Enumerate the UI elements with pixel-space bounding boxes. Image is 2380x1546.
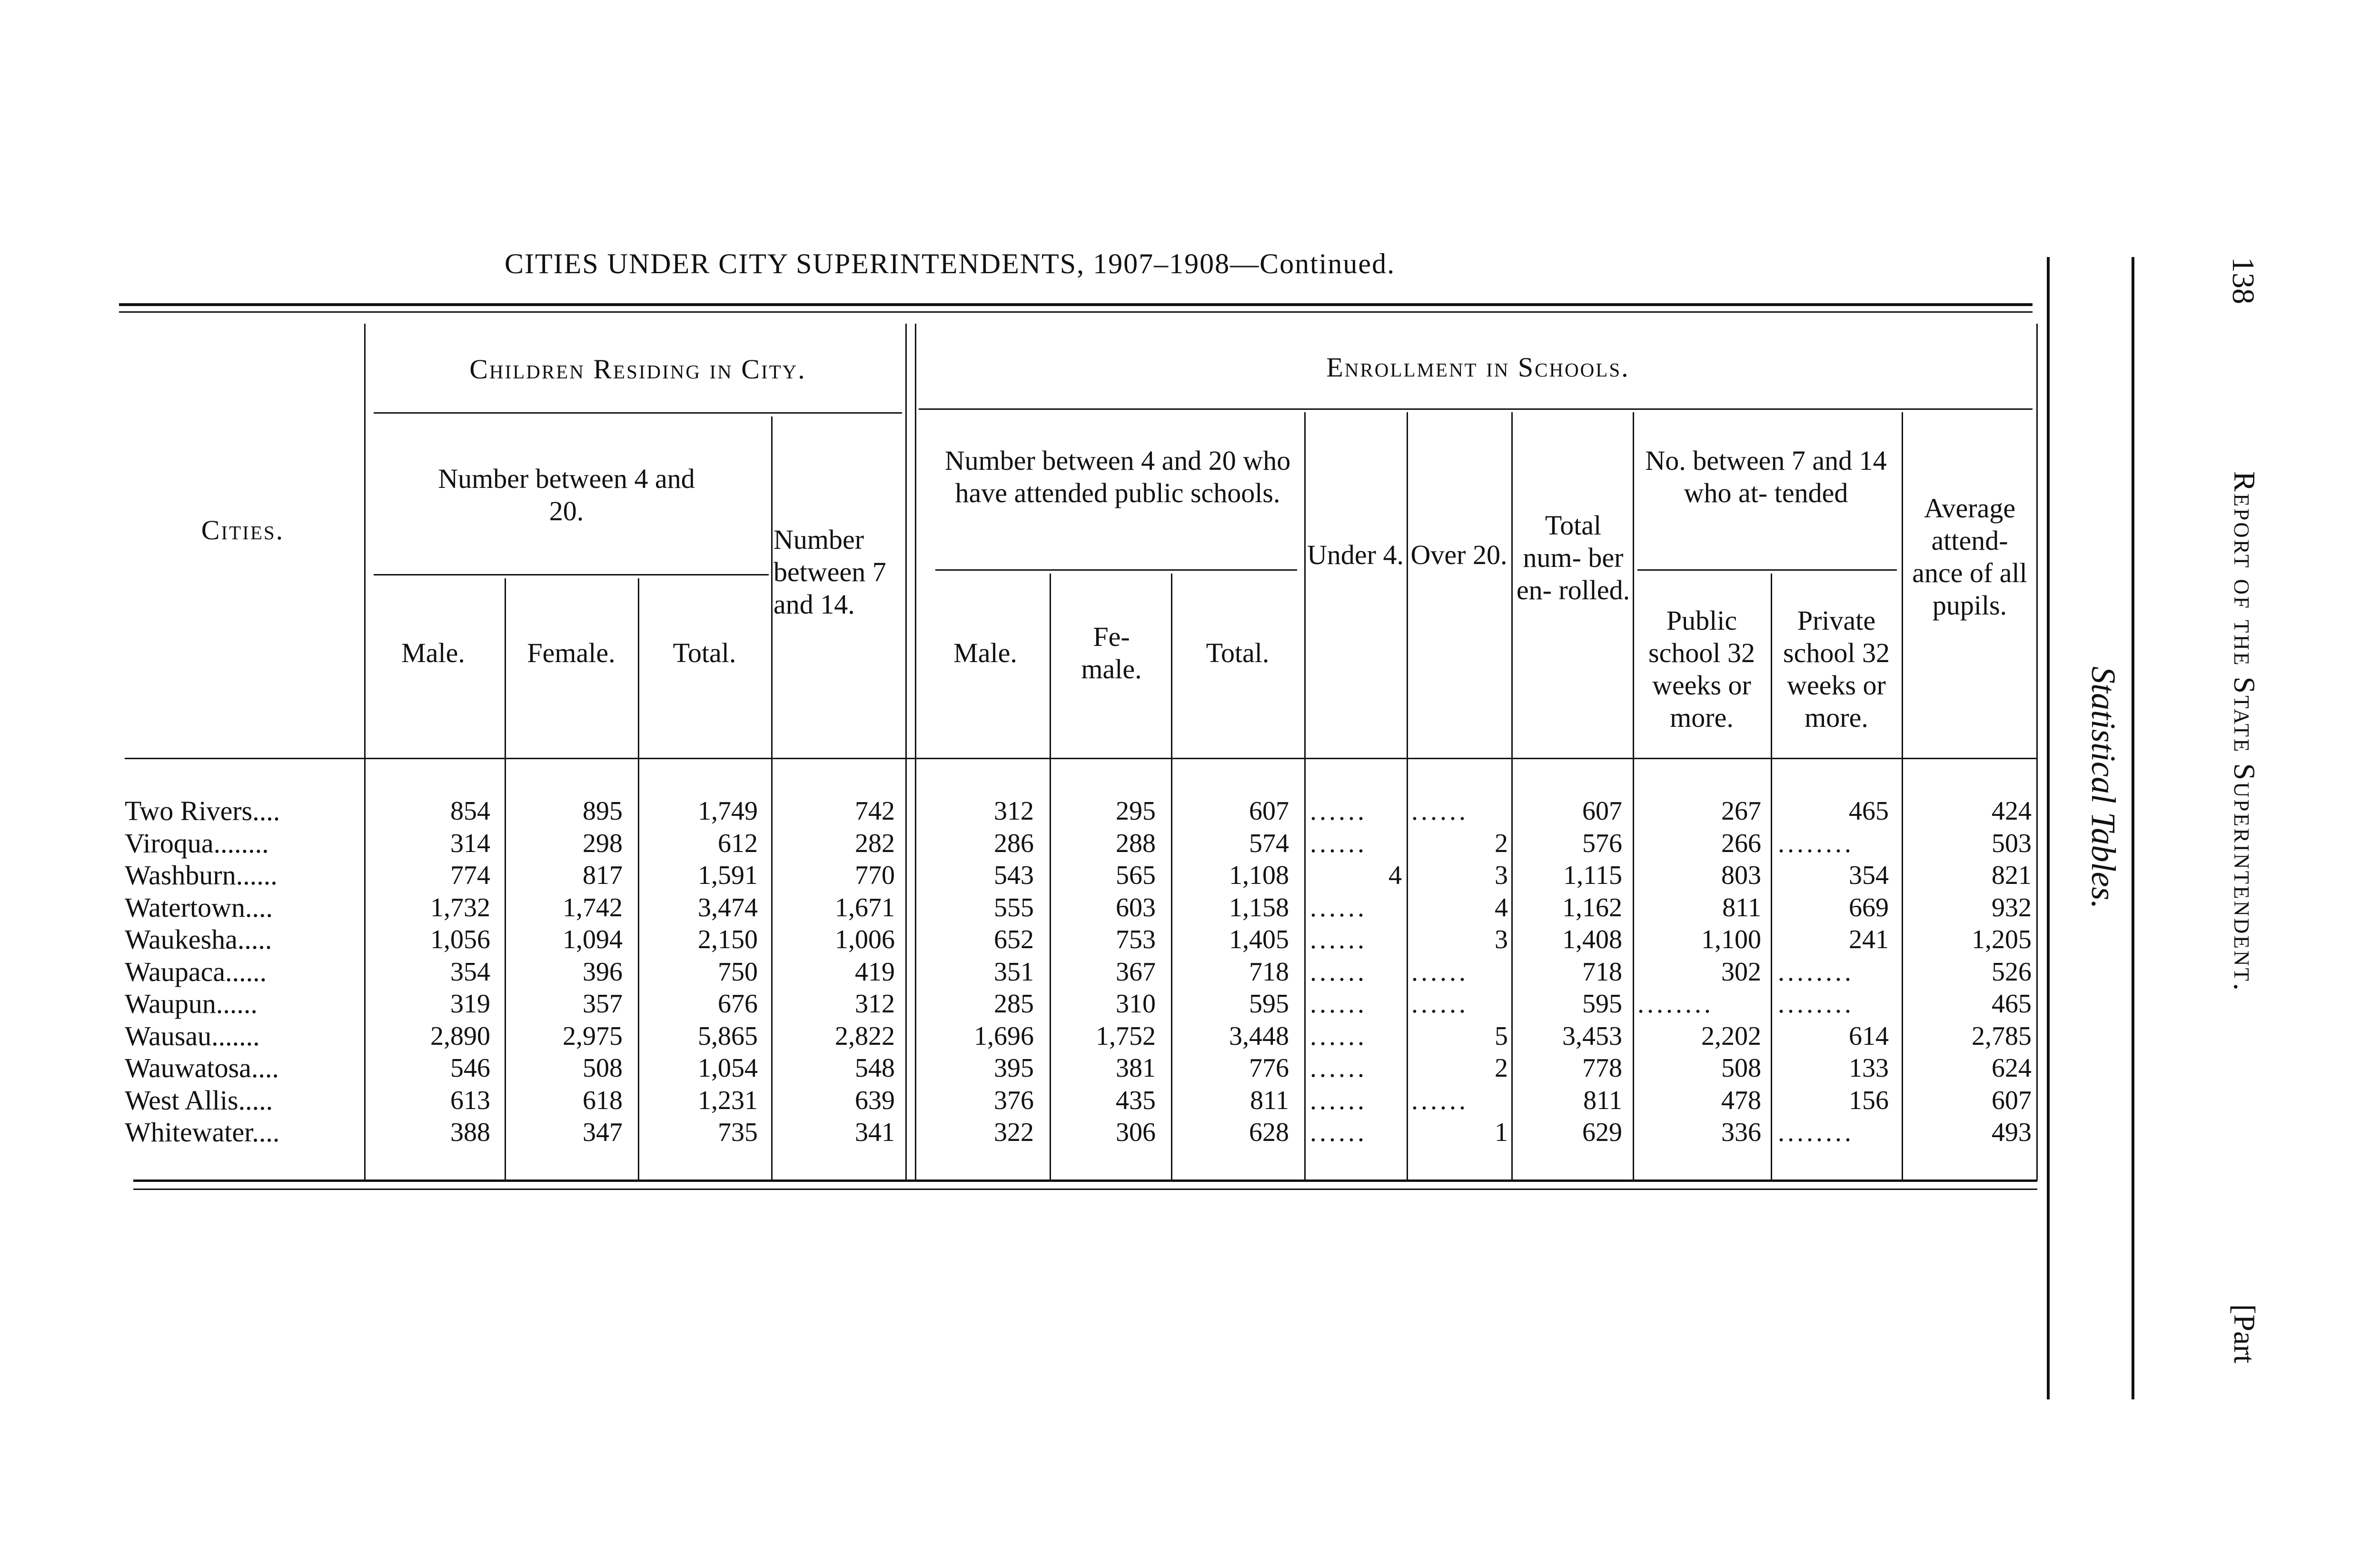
table-cell-enr-total: 3,448 [1229,1021,1289,1051]
side-rule-2 [2132,257,2134,1399]
header-over20: Over 20. [1410,539,1507,570]
page-number: 138 [2226,257,2261,304]
city-name: Waupaca...... [125,956,267,987]
table-cell-under4: ...... [1310,957,1367,987]
table-cell-over20: 1 [1495,1118,1508,1147]
table-cell-female: 618 [583,1085,623,1115]
table-cell-enr-total: 1,405 [1229,925,1289,954]
table-cell-total: 1,054 [698,1053,758,1083]
table-cell-enr-total: 607 [1249,796,1289,826]
table-cell-private: 241 [1849,925,1889,954]
table-cell-private: 156 [1849,1085,1889,1115]
children-group-rule [374,412,902,414]
table-cell-total-enrolled: 629 [1582,1118,1622,1147]
table-cell-avg: 932 [1992,892,2032,922]
table-cell-total-enrolled: 1,162 [1562,892,1622,922]
table-cell-n7-14: 2,822 [835,1021,895,1051]
table-cell-private: 465 [1849,796,1889,826]
table-cell-male: 546 [450,1053,490,1083]
table-cell-enr-total: 776 [1249,1053,1289,1083]
table-cell-private: 133 [1849,1053,1889,1083]
table-cell-private: 354 [1849,861,1889,890]
table-cell-public: ........ [1637,989,1714,1019]
header-enr-total: Total. [1206,637,1269,668]
table-cell-under4: ...... [1310,1085,1367,1115]
table-cell-over20: ...... [1411,796,1468,826]
table-cell-female: 895 [583,796,623,826]
table-cell-under4: ...... [1310,1053,1367,1083]
table-cell-enr-total: 718 [1249,957,1289,987]
table-cell-total: 1,231 [698,1085,758,1115]
num-4-20-rule [374,574,769,575]
header-total: Total. [673,637,736,668]
bottom-rule-thin [133,1189,2037,1190]
table-cell-enr-female: 435 [1116,1085,1156,1115]
table-cell-enr-female: 295 [1116,796,1156,826]
table-cell-total-enrolled: 1,408 [1562,925,1622,954]
col-rule-under4 [1304,412,1306,1180]
city-name: Wauwatosa.... [125,1052,279,1083]
table-cell-male: 2,890 [430,1021,490,1051]
part-label: [Part [2228,1304,2261,1364]
table-cell-male: 774 [450,861,490,890]
table-cell-male: 1,732 [430,892,490,922]
table-cell-enr-male: 351 [994,957,1034,987]
table-cell-enr-total: 811 [1250,1085,1289,1115]
table-cell-male: 319 [450,989,490,1019]
table-cell-total-enrolled: 576 [1582,828,1622,858]
table-cell-enr-male: 286 [994,828,1034,858]
table-cell-total-enrolled: 1,115 [1563,861,1622,890]
table-cell-n7-14: 639 [855,1085,895,1115]
table-cell-public: 508 [1721,1053,1761,1083]
table-cell-female: 357 [583,989,623,1019]
table-cell-female: 347 [583,1118,623,1147]
table-cell-n7-14: 419 [855,957,895,987]
table-cell-public: 266 [1721,828,1761,858]
header-under4: Under 4. [1307,539,1404,570]
table-cell-over20: 2 [1495,1053,1508,1083]
table-cell-female: 508 [583,1053,623,1083]
table-cell-over20: ...... [1411,1085,1468,1115]
table-cell-male: 314 [450,828,490,858]
table-cell-under4: ...... [1310,828,1367,858]
top-rule [119,303,2033,306]
header-attended-public: Number between 4 and 20 who have attended public schools. [944,445,1291,508]
table-cell-public: 2,202 [1701,1021,1761,1051]
table-cell-public: 478 [1721,1085,1761,1115]
table-cell-enr-male: 322 [994,1118,1034,1147]
table-cell-total: 1,591 [698,861,758,890]
table-cell-under4: ...... [1310,796,1367,826]
table-cell-enr-female: 367 [1116,957,1156,987]
header-enrollment: Enrollment in Schools. [1326,352,1630,383]
bottom-rule [133,1179,2037,1182]
table-cell-over20: 3 [1495,861,1508,890]
page-title: CITIES UNDER CITY SUPERINTENDENTS, 1907–1908—Continued. [505,248,1396,279]
table-cell-enr-female: 306 [1116,1118,1156,1147]
table-cell-enr-male: 395 [994,1053,1034,1083]
table-cell-female: 1,742 [563,892,623,922]
table-cell-female: 1,094 [563,925,623,954]
table-cell-avg: 493 [1992,1118,2032,1147]
header-total-enrolled: Total num- ber en- rolled. [1516,510,1630,605]
table-cell-private: ........ [1778,957,1854,987]
table-cell-enr-total: 1,158 [1229,892,1289,922]
header-base-rule [125,758,2036,759]
attended-rule [935,569,1297,571]
table-cell-public: 811 [1722,892,1761,922]
table-cell-under4: ...... [1310,925,1367,954]
city-name: Two Rivers.... [125,795,280,826]
table-cell-private: ........ [1778,1118,1854,1147]
table-cell-enr-total: 595 [1249,989,1289,1019]
table-cell-avg: 607 [1992,1085,2032,1115]
section-title: Statistical Tables. [2084,666,2122,909]
table-cell-private: ........ [1778,828,1854,858]
table-cell-enr-female: 288 [1116,828,1156,858]
table-cell-public: 803 [1721,861,1761,890]
table-cell-female: 817 [583,861,623,890]
table-cell-total-enrolled: 3,453 [1562,1021,1622,1051]
table-cell-under4: ...... [1310,1021,1367,1051]
city-name: West Allis..... [125,1084,273,1116]
table-cell-n7-14: 341 [855,1118,895,1147]
enrollment-group-rule [919,408,2033,410]
table-cell-public: 336 [1721,1118,1761,1147]
table-cell-public: 302 [1721,957,1761,987]
table-cell-enr-male: 652 [994,925,1034,954]
table-cell-enr-female: 753 [1116,925,1156,954]
table-cell-n7-14: 282 [855,828,895,858]
header-avg-attendance: Average attend- ance of all pupils. [1912,493,2027,621]
table-cell-over20: 5 [1495,1021,1508,1051]
table-cell-avg: 465 [1992,989,2032,1019]
table-cell-female: 298 [583,828,623,858]
table-cell-enr-male: 376 [994,1085,1034,1115]
table-cell-under4: ...... [1310,1118,1367,1147]
table-cell-enr-female: 565 [1116,861,1156,890]
table-cell-over20: ...... [1411,989,1468,1019]
table-cell-male: 854 [450,796,490,826]
header-children-residing: Children Residing in City. [469,354,806,385]
table-cell-n7-14: 742 [855,796,895,826]
table-cell-avg: 624 [1992,1053,2032,1083]
table-cell-total: 612 [718,828,758,858]
table-cell-n7-14: 1,671 [835,892,895,922]
table-cell-enr-male: 312 [994,796,1034,826]
table-cell-under4: 4 [1388,861,1402,890]
header-enr-female: Fe- male. [1081,621,1142,684]
city-name: Washburn...... [125,860,278,891]
header-female: Female. [527,637,615,668]
header-no-7-14: No. between 7 and 14 who at- tended [1645,445,1887,508]
table-cell-public: 267 [1721,796,1761,826]
table-cell-male: 388 [450,1118,490,1147]
table-cell-total: 5,865 [698,1021,758,1051]
table-cell-n7-14: 312 [855,989,895,1019]
side-rule-1 [2047,257,2050,1399]
city-name: Wausau....... [125,1020,260,1051]
table-cell-enr-female: 310 [1116,989,1156,1019]
city-name: Watertown.... [125,892,273,923]
table-cell-over20: 2 [1495,828,1508,858]
table-cell-public: 1,100 [1701,925,1761,954]
table-cell-avg: 424 [1992,796,2032,826]
table-cell-enr-total: 574 [1249,828,1289,858]
table-cell-total-enrolled: 595 [1582,989,1622,1019]
table-cell-total: 735 [718,1118,758,1147]
table-cell-male: 354 [450,957,490,987]
header-num-7-14: Number between 7 and 14. [774,524,886,620]
table-cell-avg: 526 [1992,957,2032,987]
table-cell-total-enrolled: 718 [1582,957,1622,987]
table-cell-enr-total: 1,108 [1229,861,1289,890]
table-cell-total-enrolled: 811 [1583,1085,1622,1115]
table-cell-total-enrolled: 778 [1582,1053,1622,1083]
report-title: Report of the State Superintendent. [2228,471,2261,993]
table-cell-enr-female: 381 [1116,1053,1156,1083]
header-private-school: Private school 32 weeks or more. [1783,605,1890,733]
table-cell-enr-total: 628 [1249,1118,1289,1147]
table-cell-enr-male: 543 [994,861,1034,890]
city-name: Viroqua........ [125,827,269,859]
table-cell-avg: 1,205 [1972,925,2032,954]
no-7-14-rule [1637,569,1897,571]
table-cell-total: 2,150 [698,925,758,954]
table-right-rule [2036,324,2038,1180]
table-cell-private: 614 [1849,1021,1889,1051]
table-cell-enr-female: 603 [1116,892,1156,922]
table-cell-private: 669 [1849,892,1889,922]
table-cell-total: 750 [718,957,758,987]
table-cell-enr-male: 1,696 [974,1021,1034,1051]
table-cell-enr-female: 1,752 [1096,1021,1156,1051]
table-cell-enr-male: 555 [994,892,1034,922]
header-num-4-20: Number between 4 and 20. [438,463,695,526]
city-name: Waupun...... [125,988,258,1019]
table-cell-under4: ...... [1310,892,1367,922]
table-cell-avg: 503 [1992,828,2032,858]
city-name: Waukesha..... [125,924,272,955]
table-cell-male: 1,056 [430,925,490,954]
table-cell-male: 613 [450,1085,490,1115]
table-cell-enr-male: 285 [994,989,1034,1019]
table-cell-private: ........ [1778,989,1854,1019]
table-cell-over20: 3 [1495,925,1508,954]
city-name: Whitewater.... [125,1117,280,1148]
table-cell-total: 676 [718,989,758,1019]
table-cell-total-enrolled: 607 [1582,796,1622,826]
table-cell-under4: ...... [1310,989,1367,1019]
table-cell-n7-14: 770 [855,861,895,890]
table-cell-over20: 4 [1495,892,1508,922]
top-rule-thin [119,311,2033,313]
header-public-school: Public school 32 weeks or more. [1648,605,1755,733]
table-cell-n7-14: 548 [855,1053,895,1083]
header-cities: Cities. [201,515,285,545]
header-enr-male: Male. [953,637,1017,668]
table-cell-over20: ...... [1411,957,1468,987]
table-cell-total: 1,749 [698,796,758,826]
table-cell-n7-14: 1,006 [835,925,895,954]
table-cell-total: 3,474 [698,892,758,922]
table-cell-female: 2,975 [563,1021,623,1051]
table-cell-avg: 2,785 [1972,1021,2032,1051]
table-cell-avg: 821 [1992,861,2032,890]
header-male: Male. [401,637,465,668]
table-cell-female: 396 [583,957,623,987]
